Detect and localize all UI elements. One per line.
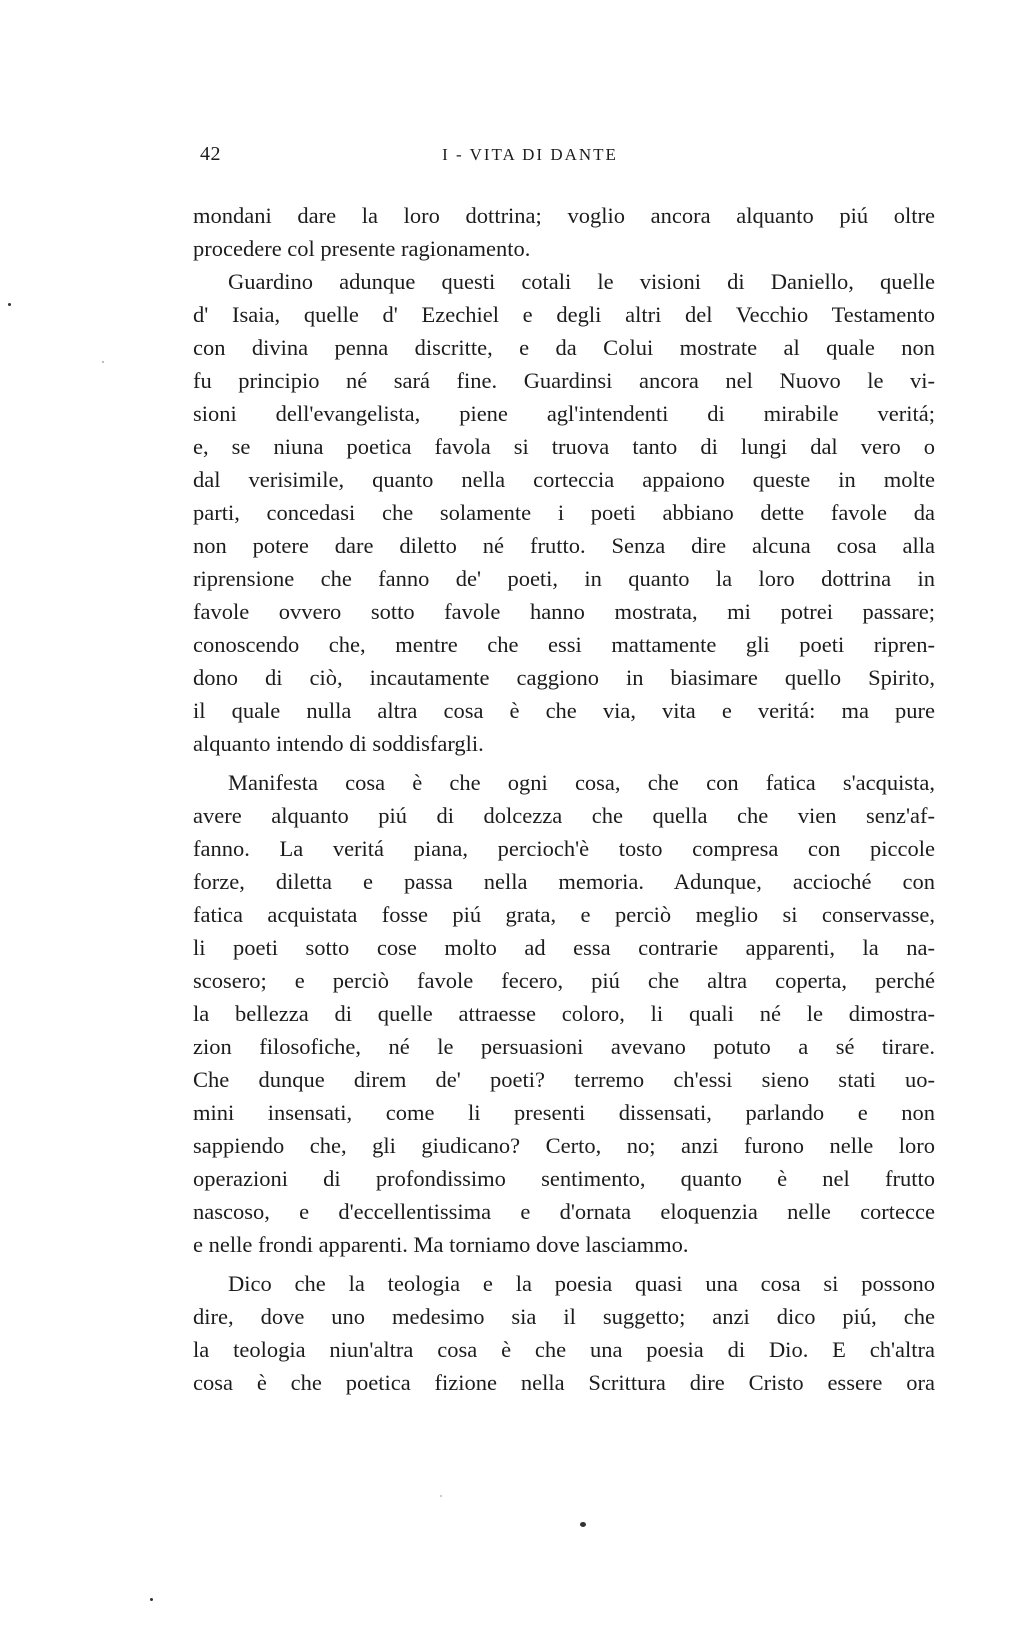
scan-speck — [8, 303, 11, 306]
text-line: non potere dare diletto né frutto. Senza dire alcuna cosa alla — [193, 533, 935, 558]
text-line: con divina penna discritte, e da Colui mostrate al quale non — [193, 335, 935, 360]
text-line: e, se niuna poetica favola si truova tanto di lungi dal vero o — [193, 434, 935, 459]
text-line: conoscendo che, mentre che essi mattamente gli poeti ripren- — [193, 632, 935, 657]
scan-speck — [150, 1598, 153, 1601]
text-line: scosero; e perciò favole fecero, piú che altra coperta, perché — [193, 968, 935, 993]
running-head — [200, 143, 940, 173]
running-title: I - VITA DI DANTE — [442, 145, 618, 164]
text-line: dire, dove uno medesimo sia il suggetto; anzi dico piú, che — [193, 1304, 935, 1329]
text-line: fu principio né sará fine. Guardinsi ancora nel Nuovo le vi- — [193, 368, 935, 393]
text-line: procedere col presente ragionamento. — [193, 236, 531, 261]
text-line: la bellezza di quelle attraesse coloro, li quali né le dimostra- — [193, 1001, 935, 1026]
scan-speck — [440, 1495, 442, 1497]
text-line: fanno. La veritá piana, percioch'è tosto compresa con piccole — [193, 836, 935, 861]
text-line: mondani dare la loro dottrina; voglio ancora alquanto piú oltre — [193, 203, 935, 228]
text-line: la teologia niun'altra cosa è che una poesia di Dio. E ch'altra — [193, 1337, 935, 1362]
scan-speck — [580, 1522, 586, 1527]
text-line: cosa è che poetica fizione nella Scrittura dire Cristo essere ora — [193, 1370, 935, 1395]
text-line: alquanto intendo di soddisfargli. — [193, 731, 484, 756]
body-text — [193, 199, 935, 1399]
paragraph-first-line: Guardino adunque questi cotali le visioni di Daniello, quelle — [228, 269, 935, 294]
text-line: dono di ciò, incautamente caggiono in biasimare quello Spirito, — [193, 665, 935, 690]
page-number: 42 — [200, 143, 221, 165]
text-line: d' Isaia, quelle d' Ezechiel e degli altri del Vecchio Testamento — [193, 302, 935, 327]
text-line: zion filosofiche, né le persuasioni avevano potuto a sé tirare. — [193, 1034, 935, 1059]
text-line: sioni dell'evangelista, piene agl'intendenti di mirabile veritá; — [193, 401, 935, 426]
text-line: e nelle frondi apparenti. Ma torniamo dove lasciammo. — [193, 1232, 689, 1257]
text-line: riprensione che fanno de' poeti, in quanto la loro dottrina in — [193, 566, 935, 591]
text-line: il quale nulla altra cosa è che via, vita e veritá: ma pure — [193, 698, 935, 723]
text-line: operazioni di profondissimo sentimento, quanto è nel frutto — [193, 1166, 935, 1191]
text-line: Che dunque direm de' poeti? terremo ch'essi sieno stati uo- — [193, 1067, 935, 1092]
text-line: parti, concedasi che solamente i poeti abbiano dette favole da — [193, 500, 935, 525]
text-line: favole ovvero sotto favole hanno mostrata, mi potrei passare; — [193, 599, 935, 624]
text-line: forze, diletta e passa nella memoria. Adunque, accioché con — [193, 869, 935, 894]
text-line: fatica acquistata fosse piú grata, e perciò meglio si conservasse, — [193, 902, 935, 927]
text-line: sappiendo che, gli giudicano? Certo, no; anzi furono nelle loro — [193, 1133, 935, 1158]
text-line: nascoso, e d'eccellentissima e d'ornata eloquenzia nelle cortecce — [193, 1199, 935, 1224]
text-line: li poeti sotto cose molto ad essa contrarie apparenti, la na- — [193, 935, 935, 960]
scan-speck — [102, 361, 104, 363]
paragraph-first-line: Dico che la teologia e la poesia quasi una cosa si possono — [228, 1271, 935, 1296]
text-line: mini insensati, come li presenti dissensati, parlando e non — [193, 1100, 935, 1125]
text-line: avere alquanto piú di dolcezza che quella che vien senz'af- — [193, 803, 935, 828]
paragraph-first-line: Manifesta cosa è che ogni cosa, che con fatica s'acquista, — [228, 770, 935, 795]
text-line: dal verisimile, quanto nella corteccia appaiono queste in molte — [193, 467, 935, 492]
